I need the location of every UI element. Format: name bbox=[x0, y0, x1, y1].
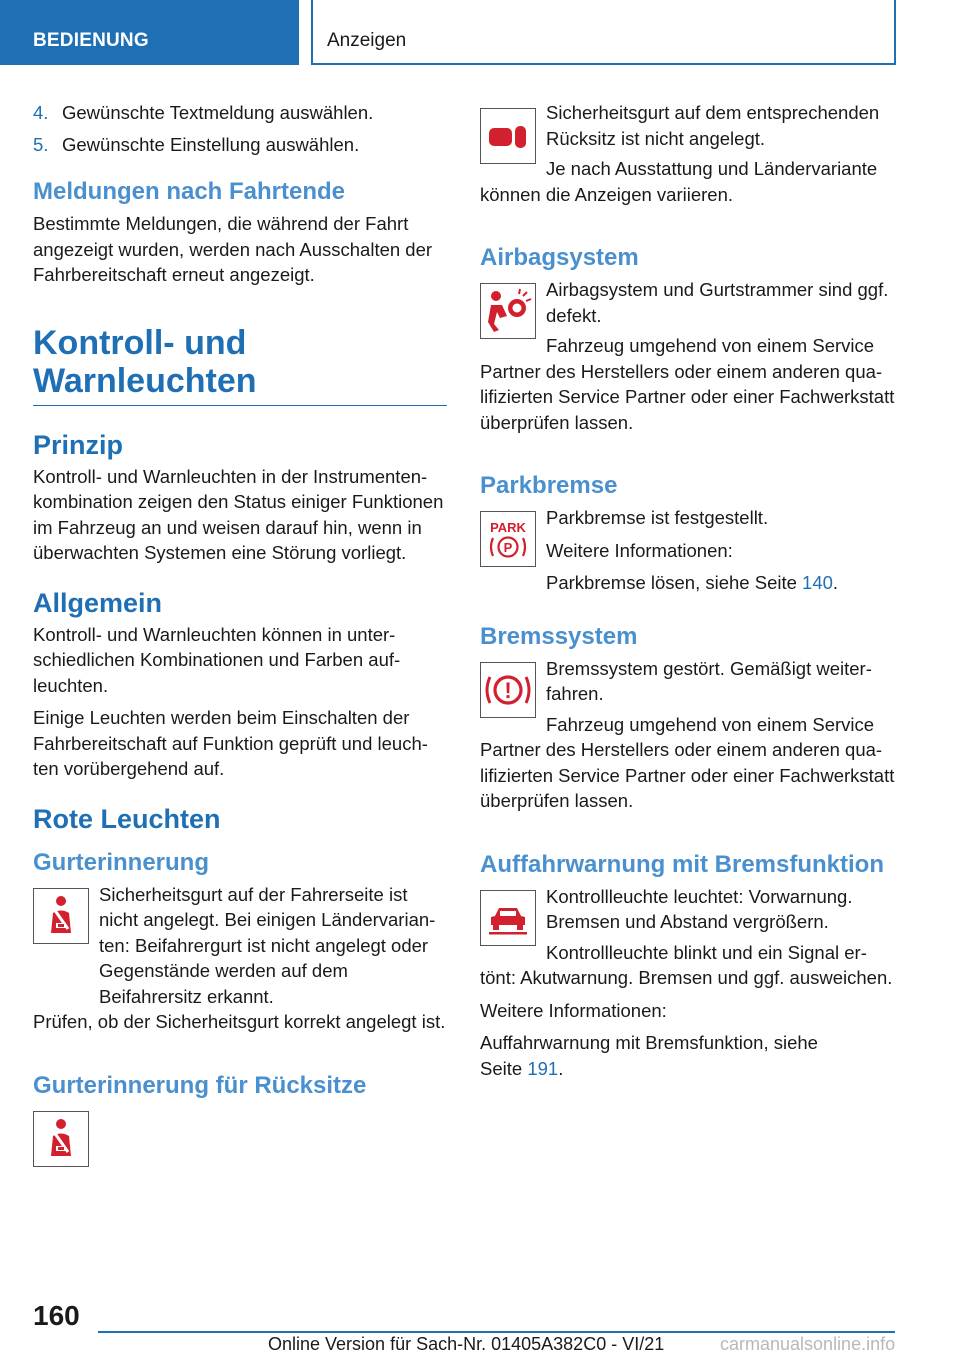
footer-divider bbox=[98, 1331, 895, 1333]
paragraph: Prüfen, ob der Sicherheitsgurt korrekt angelegt ist. bbox=[33, 1011, 446, 1032]
footer-version: Online Version für Sach-Nr. 01405A382C0 - VI/21 bbox=[268, 1334, 665, 1354]
page-number: 160 bbox=[33, 1300, 80, 1331]
section-heading-rote-leuchten: Rote Leuchten bbox=[33, 803, 221, 834]
brake-system-warning-icon bbox=[480, 662, 536, 718]
list-item: 4. Gewünschte Textmeldung auswählen. bbox=[33, 102, 374, 123]
paragraph: Bremssystem gestört. Gemäßigt weiterfahren. bbox=[546, 657, 872, 704]
rear-seatbelt-block bbox=[33, 1105, 447, 1161]
svg-text:PARK: PARK bbox=[490, 520, 526, 535]
seatbelt-warning-icon bbox=[33, 888, 89, 944]
list-item: 5. Gewünschte Einstellung auswählen. bbox=[33, 134, 360, 155]
section-heading-allgemein: Allgemein bbox=[33, 587, 163, 618]
page-link-191[interactable]: 191 bbox=[527, 1057, 559, 1079]
header-chapter-tab bbox=[311, 0, 896, 65]
paragraph: Sicherheitsgurt auf dem entsprechenden Rücksitz ist nicht angelegt. bbox=[546, 102, 880, 149]
paragraph: Auffahrwarnung mit Bremsfunktion, siehe Seite 191. bbox=[480, 1032, 818, 1079]
paragraph: Kontrollleuchte blinkt und ein Signal ertönt: Akutwarnung. Bremsen und ggf. ausweichen. bbox=[480, 941, 893, 988]
paragraph: Bestimmte Meldungen, die während der Fahrt angezeigt wurden, werden nach Ausschalten der Fahrbereitschaft erneut angezeigt. bbox=[33, 213, 433, 285]
paragraph: Airbagsystem und Gurtstrammer sind ggf. defekt. bbox=[546, 279, 889, 326]
bremssystem-block bbox=[480, 656, 896, 712]
section-heading-airbag: Airbagsystem bbox=[480, 244, 639, 271]
paragraph: Parkbremse lösen, siehe Seite 140. bbox=[546, 572, 839, 593]
paragraph: Kontroll- und Warnleuchten in der Instrumentenkombination zeigen den Status einiger Funktionen im Fahrzeug an und weisen darauf hin, wenn in überwachten Systemen eine Störung vorliegt. bbox=[33, 465, 444, 563]
collision-warning-icon bbox=[480, 890, 536, 946]
rear-seat-indicator-block bbox=[480, 100, 896, 156]
auffahrwarnung-block bbox=[480, 884, 896, 940]
svg-text:P: P bbox=[503, 540, 513, 555]
paragraph: Parkbremse ist festgestellt. bbox=[546, 507, 769, 528]
paragraph: Kontroll- und Warnleuchten können in unterschiedlichen Kombinationen und Farben aufleuchten. bbox=[33, 623, 401, 696]
right-column bbox=[480, 100, 896, 1088]
svg-text:!: ! bbox=[504, 677, 512, 703]
parking-brake-icon bbox=[480, 511, 536, 567]
section-heading-prinzip: Prinzip bbox=[33, 429, 124, 460]
section-heading-bremssystem: Bremssystem bbox=[480, 622, 638, 650]
seatbelt-warning-block bbox=[33, 882, 447, 1010]
header-chapter-label: Anzeigen bbox=[327, 30, 407, 51]
watermark: carmanualsonline.info bbox=[720, 1334, 896, 1354]
paragraph: Einige Leuchten werden beim Einschalten der Fahrbereitschaft auf Funktion geprüft und leuchten vorübergehend auf. bbox=[33, 707, 428, 779]
paragraph: Fahrzeug umgehend von einem Service Partner des Herstellers oder einem anderen qualifizierten Service Partner oder einer Fachwerkstatt überprüfen lassen. bbox=[480, 713, 895, 811]
rear-seat-occupancy-icon bbox=[480, 108, 536, 164]
chapter-title: Kontroll- und Warnleuchten bbox=[33, 324, 447, 406]
paragraph: Sicherheitsgurt auf der Fahrerseite ist nicht angelegt. Bei einigen Ländervarianten: Beifahrergurt ist nicht angelegt oder Gegenstände werden auf dem Beifahrersitz erkannt. bbox=[99, 883, 436, 1007]
header-section-tab bbox=[0, 0, 299, 65]
paragraph: Weitere Informationen: bbox=[480, 999, 667, 1021]
page-link-140[interactable]: 140 bbox=[802, 572, 833, 593]
paragraph: Weitere Informationen: bbox=[546, 539, 733, 561]
section-heading-meldungen: Meldungen nach Fahrtende bbox=[33, 178, 346, 205]
airbag-warning-icon bbox=[480, 283, 536, 339]
section-heading-gurterinnerung-ruecksitze: Gurterinnerung für Rücksitze bbox=[33, 1071, 367, 1099]
section-heading-parkbremse: Parkbremse bbox=[480, 472, 618, 499]
paragraph: Fahrzeug umgehend von einem Service Partner des Herstellers oder einem anderen qualifizierten Service Partner oder einer Fachwerkstatt überprüfen lassen. bbox=[480, 335, 895, 433]
section-heading-gurterinnerung: Gurterinnerung bbox=[33, 848, 210, 876]
parkbremse-block bbox=[480, 505, 896, 596]
paragraph: Kontrollleuchte leuchtet: Vorwarnung. Bremsen und Abstand vergrößern. bbox=[546, 885, 853, 932]
rear-seatbelt-icon bbox=[33, 1111, 89, 1167]
airbag-block bbox=[480, 277, 896, 333]
paragraph: Je nach Ausstattung und Ländervariante können die Anzeigen variieren. bbox=[480, 158, 878, 205]
left-column bbox=[33, 100, 447, 1161]
header-section-label: BEDIENUNG bbox=[33, 30, 149, 51]
section-heading-auffahrwarnung: Auffahrwarnung mit Bremsfunktion bbox=[480, 850, 885, 878]
